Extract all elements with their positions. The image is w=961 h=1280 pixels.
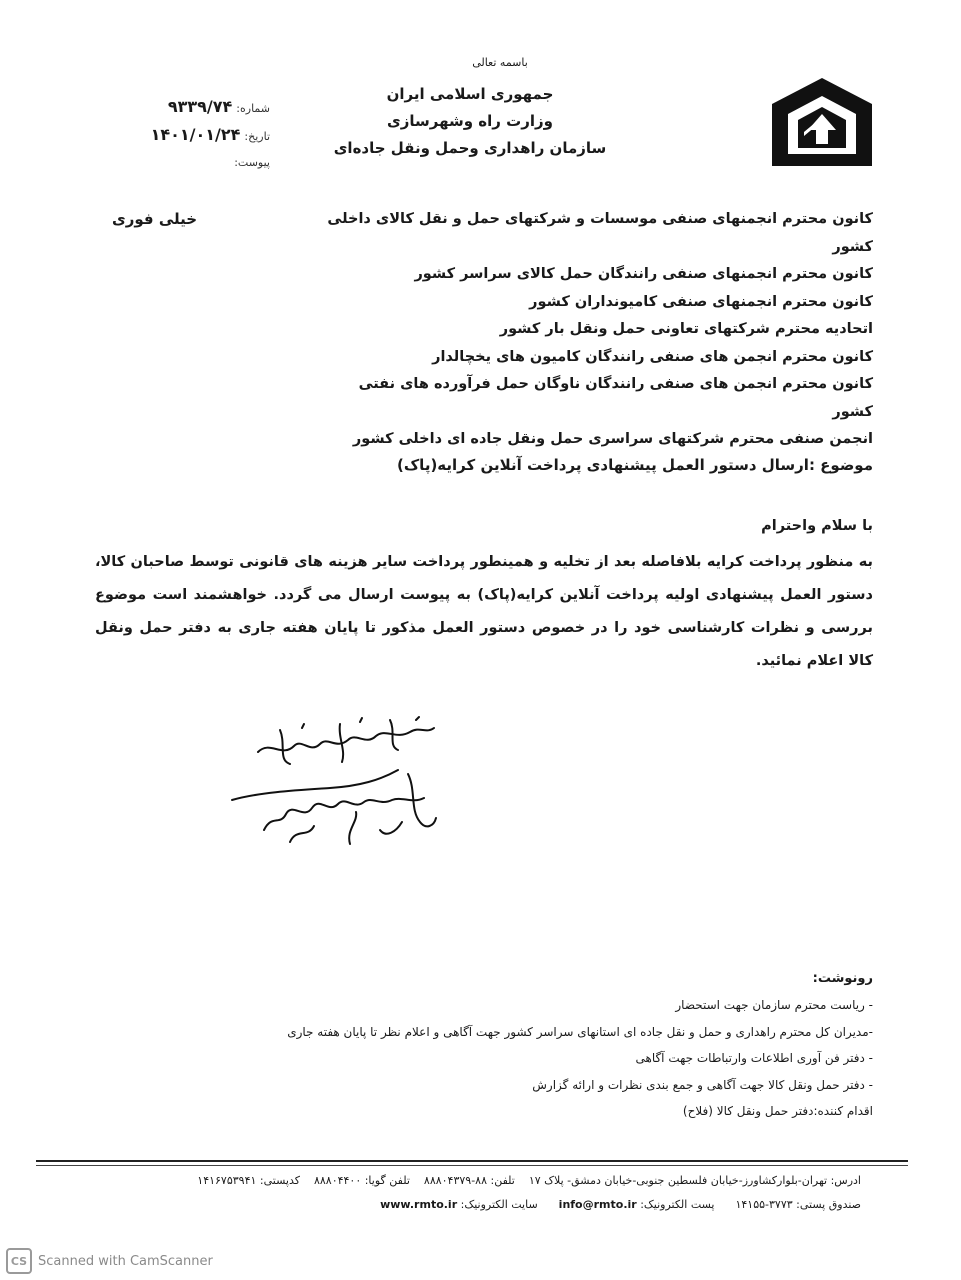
footer-email-link[interactable]: info@rmto.ir xyxy=(558,1198,637,1211)
camscanner-watermark xyxy=(6,1248,213,1274)
cc-item: - دفتر فن آوری اطلاعات وارتباطات جهت آگاهی xyxy=(635,1051,873,1065)
number-label: شماره: xyxy=(236,102,270,115)
letter-number: ۹۳۳۹/۷۴ xyxy=(167,97,233,116)
recipient-item: کانون محترم انجمنهای صنفی رانندگان حمل کالای سراسر کشور xyxy=(414,266,873,282)
organization-name: سازمان راهداری وحمل ونقل جاده‌ای xyxy=(333,139,607,157)
recipient-item: کانون محترم انجمنهای صنفی کامیونداران کشور xyxy=(529,293,873,310)
footer-divider xyxy=(36,1160,908,1162)
footer-contact-line xyxy=(101,1198,861,1211)
attachment-row xyxy=(120,150,270,176)
letter-date: ۱۴۰۱/۰۱/۲۴ xyxy=(150,125,241,144)
letter-number-row xyxy=(120,94,270,122)
footer-voice-phone: تلفن گویا: ۸۸۸۰۴۴۰۰ xyxy=(313,1174,410,1187)
letter-subject: موضوع :ارسال دستور العمل پیشنهادی پرداخت آنلاین کرایه(پاک) xyxy=(396,456,873,474)
basmala: باسمه تعالی xyxy=(472,56,528,69)
letter-body: به منظور پرداخت کرایه بلافاصله بعد از تخلیه و همینطور پرداخت سایر هزینه های قانونی توسط صاحبان کالا، دستور العمل پیشنهادی اولیه پرداخت آنلاین کرایه(پاک) به پیوست ارسال می گردد. خواهشمند است موضوع بررسی و نظرات کارشناسی خود را در خصوص دستور العمل مذکور تا پایان هفته جاری به دفتر حمل ونقل کالا اعلام نمائید. xyxy=(95,554,873,669)
recipient-item: انجمن صنفی محترم شرکتهای سراسری حمل ونقل جاده ای داخلی کشور xyxy=(352,431,873,447)
cc-item: اقدام کننده:دفتر حمل ونقل کالا (فلاح) xyxy=(682,1104,873,1118)
footer-address: ادرس: تهران-بلوارکشاورز-خیابان فلسطین جنوبی-خیابان دمشق- پلاک ۱۷ xyxy=(528,1174,861,1187)
footer-divider-thin xyxy=(36,1165,908,1166)
footer-website-label: سایت الکترونیک: xyxy=(460,1198,538,1211)
handwritten-signature xyxy=(220,710,450,860)
cc-title: رونوشت: xyxy=(812,971,873,986)
cc-item: - دفتر حمل ونقل کالا جهت آگاهی و جمع بندی نظرات و ارائه گزارش xyxy=(532,1077,873,1092)
letter-date-row xyxy=(120,122,270,150)
footer-address-line xyxy=(101,1174,861,1187)
cc-item: -مدیران کل محترم راهداری و حمل و نقل جاده ای استانهای سراسر کشور جهت آگاهی و اعلام نظر تا پایان هفته جاری xyxy=(287,1024,873,1039)
footer-phone: تلفن: ۸۸-۸۸۸۰۴۳۷۹ xyxy=(423,1174,515,1187)
country-name: جمهوری اسلامی ایران xyxy=(386,85,554,103)
footer-postal-code: کدپستی: ۱۴۱۶۷۵۳۹۴۱ xyxy=(197,1174,300,1187)
urgency-label: خیلی فوری xyxy=(112,210,198,228)
letter-header xyxy=(300,56,640,162)
letter-meta xyxy=(120,94,270,176)
ministry-name: وزارت راه وشهرسازی xyxy=(387,112,553,130)
camscanner-logo-icon: CS xyxy=(6,1248,32,1274)
recipient-item: کانون محترم انجمن های صنفی رانندگان ناوگان حمل فرآورده های نفتی کشور xyxy=(358,376,873,420)
rmto-logo-icon xyxy=(768,74,876,170)
recipient-item: کانون محترم انجمن های صنفی رانندگان کامیون های یخچالدار xyxy=(432,348,873,365)
greeting: با سلام واحترام xyxy=(761,518,873,534)
recipient-item: کانون محترم انجمنهای صنفی موسسات و شرکتهای حمل و نقل کالای داخلی کشور xyxy=(327,211,873,255)
attachment-label: پیوست: xyxy=(234,156,270,169)
footer-po-box: صندوق پستی: ۳۷۷۳-۱۴۱۵۵ xyxy=(735,1198,861,1211)
recipient-item: اتحادیه محترم شرکتهای تعاونی حمل ونقل بار کشور xyxy=(499,321,873,337)
date-label: تاریخ: xyxy=(244,130,270,143)
recipient-list xyxy=(313,206,873,454)
cc-item: - ریاست محترم سازمان جهت استحضار xyxy=(675,998,873,1012)
camscanner-text: Scanned with CamScanner xyxy=(38,1253,213,1269)
cc-section xyxy=(93,966,873,1125)
footer-website-link[interactable]: www.rmto.ir xyxy=(380,1198,458,1211)
footer-email-label: پست الکترونیک: xyxy=(640,1198,715,1211)
